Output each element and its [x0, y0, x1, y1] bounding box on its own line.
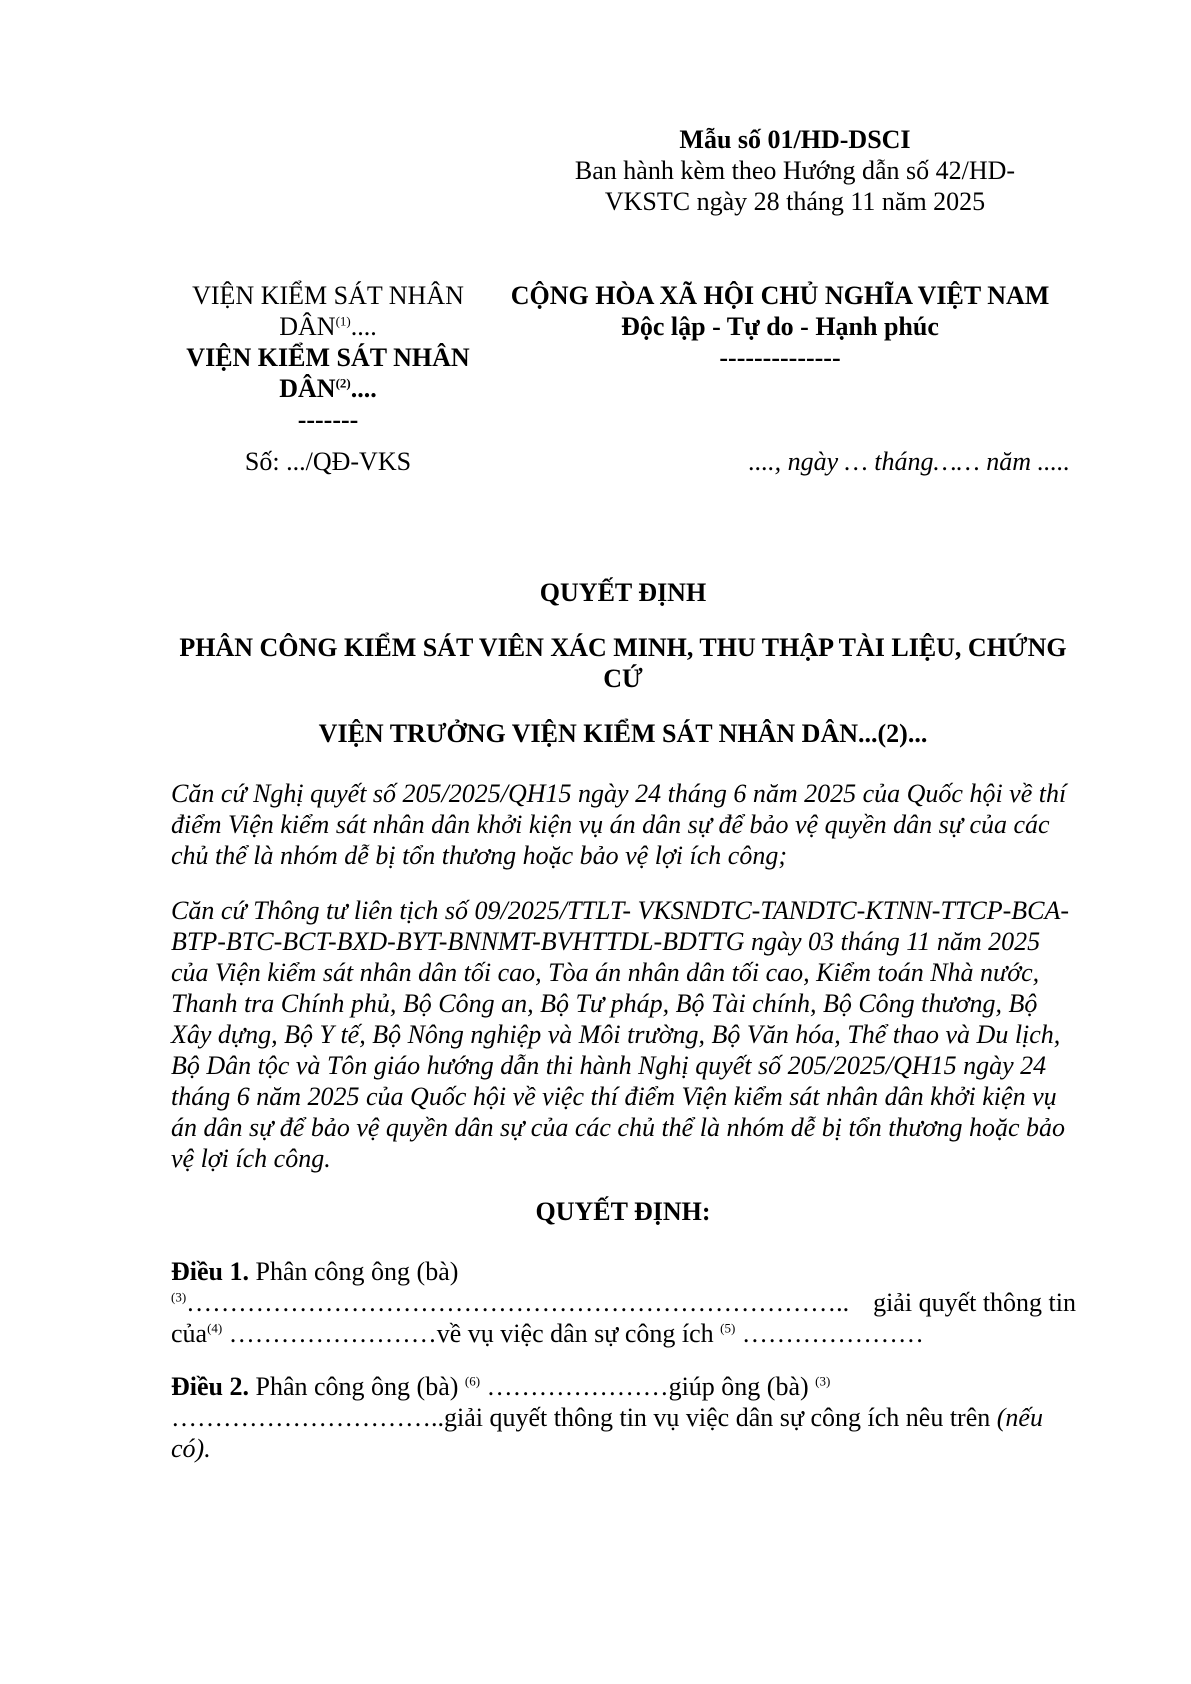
- head-title: VIỆN TRƯỞNG VIỆN KIỂM SÁT NHÂN DÂN...(2)...: [318, 719, 928, 748]
- fill-in-blank: …………………………..: [171, 1403, 444, 1432]
- issuer-agency-line-2: DÂN$^{(2)}$....: [279, 374, 377, 403]
- legal-basis-1: [171, 778, 1076, 871]
- basis-line: tháng 6 năm 2025 của Quốc hội về việc thí điểm Viện kiểm sát nhân dân khởi kiện vụ: [171, 1082, 1057, 1111]
- form-header: [560, 124, 1030, 217]
- issuer-agency-line-1: VIỆN KIỂM SÁT NHÂN: [186, 343, 470, 372]
- footnote-ref-5: (5): [720, 1320, 736, 1336]
- decision-subtitle: [168, 632, 1078, 694]
- agency-block: [168, 280, 488, 435]
- motto-separator: --------------: [719, 343, 841, 372]
- subtitle-line-1: PHÂN CÔNG KIỂM SÁT VIÊN XÁC MINH, THU THẬP TÀI LIỆU, CHỨNG: [179, 633, 1067, 662]
- form-issued-line-2: VKSTC ngày 28 tháng 11 năm 2025: [604, 187, 986, 216]
- document-number: Số: .../QĐ-VKS: [244, 447, 412, 476]
- fill-in-blank: …………………………………………………………………..: [186, 1288, 850, 1317]
- basis-line: chủ thể là nhóm dễ bị tổn thương hoặc bảo vệ lợi ích công;: [171, 841, 787, 870]
- footnote-ref-1: (1): [335, 313, 351, 329]
- decide-heading: QUYẾT ĐỊNH:: [535, 1197, 711, 1226]
- footnote-ref-6: (6): [464, 1373, 481, 1389]
- basis-line: Bộ Dân tộc và Tôn giáo hướng dẫn thi hành Nghị quyết số 205/2025/QH15 ngày 24: [171, 1051, 1047, 1080]
- footnote-ref-3: (3): [171, 1289, 187, 1305]
- parent-agency-line-2: DÂN$^{(1)}$....: [279, 312, 377, 341]
- form-issued-line-1: Ban hành kèm theo Hướng dẫn số 42/HD-: [574, 156, 1016, 185]
- footnote-ref-4: (4): [207, 1320, 223, 1336]
- date-line: ...., ngày … tháng…… năm .....: [748, 447, 1070, 476]
- footnote-ref-2: (2): [335, 375, 351, 391]
- basis-line: Xây dựng, Bộ Y tế, Bộ Nông nghiệp và Môi trường, Bộ Văn hóa, Thể thao và Du lịch,: [171, 1020, 1061, 1049]
- national-slogan: Độc lập - Tự do - Hạnh phúc: [621, 312, 939, 341]
- decision-title: QUYẾT ĐỊNH: [539, 578, 707, 607]
- fill-in-blank: ……………………: [222, 1319, 437, 1348]
- basis-line: vệ lợi ích công.: [171, 1144, 331, 1173]
- basis-line: Căn cứ Nghị quyết số 205/2025/QH15 ngày 24 tháng 6 năm 2025 của Quốc hội về thí: [171, 779, 1067, 808]
- basis-line: Căn cứ Thông tư liên tịch số 09/2025/TTLT- VKSNDTC-TANDTC-KTNN-TTCP-BCA-: [171, 896, 1070, 925]
- subtitle-line-2: CỨ: [603, 664, 643, 693]
- parent-agency-line-1: VIỆN KIỂM SÁT NHÂN: [192, 281, 464, 310]
- article-2: Điều 2. Phân công ông (bà) $^{(6)}$ …………………giúp ông (bà) $^{(3)}$ …………………………..giải quyết thông tin vụ việc dân sự công ích nêu trên (nếu có).: [171, 1372, 1043, 1463]
- agency-separator: -------: [297, 405, 359, 434]
- country-name: CỘNG HÒA XÃ HỘI CHỦ NGHĨA VIỆT NAM: [510, 281, 1050, 310]
- basis-line: BTP-BTC-BCT-BXD-BYT-BNNMT-BVHTTDL-BDTTG ngày 03 tháng 11 năm 2025: [171, 927, 1041, 956]
- fill-in-blank: …………………: [735, 1319, 924, 1348]
- basis-line: Thanh tra Chính phủ, Bộ Công an, Bộ Tư pháp, Bộ Tài chính, Bộ Công thương, Bộ: [171, 989, 1038, 1018]
- footnote-ref-3: (3): [815, 1373, 831, 1389]
- article-2-label: Điều 2.: [171, 1372, 249, 1401]
- basis-line: điểm Viện kiểm sát nhân dân khởi kiện vụ án dân sự để bảo vệ quyền dân sự của các: [171, 810, 1050, 839]
- fill-in-blank: …………………: [480, 1372, 669, 1401]
- article-1: Điều 1. Phân công ông (bà) $^{(3)}$………………………………………………………………….. giải quyết thông tin của$^{(4)}$ ……………………về vụ việc dân sự công ích $^{(5)}$ …………………: [171, 1257, 1076, 1348]
- basis-line: án dân sự để bảo vệ quyền dân sự của các chủ thể là nhóm dễ bị tổn thương hoặc bảo: [171, 1113, 1066, 1142]
- legal-basis-2: [171, 895, 1076, 1174]
- basis-line: của Viện kiểm sát nhân dân tối cao, Tòa án nhân dân tối cao, Kiểm toán Nhà nước,: [171, 958, 1040, 987]
- article-1-label: Điều 1.: [171, 1257, 249, 1286]
- motto-block: [490, 280, 1070, 373]
- form-code: Mẫu số 01/HD-DSCI: [679, 125, 911, 154]
